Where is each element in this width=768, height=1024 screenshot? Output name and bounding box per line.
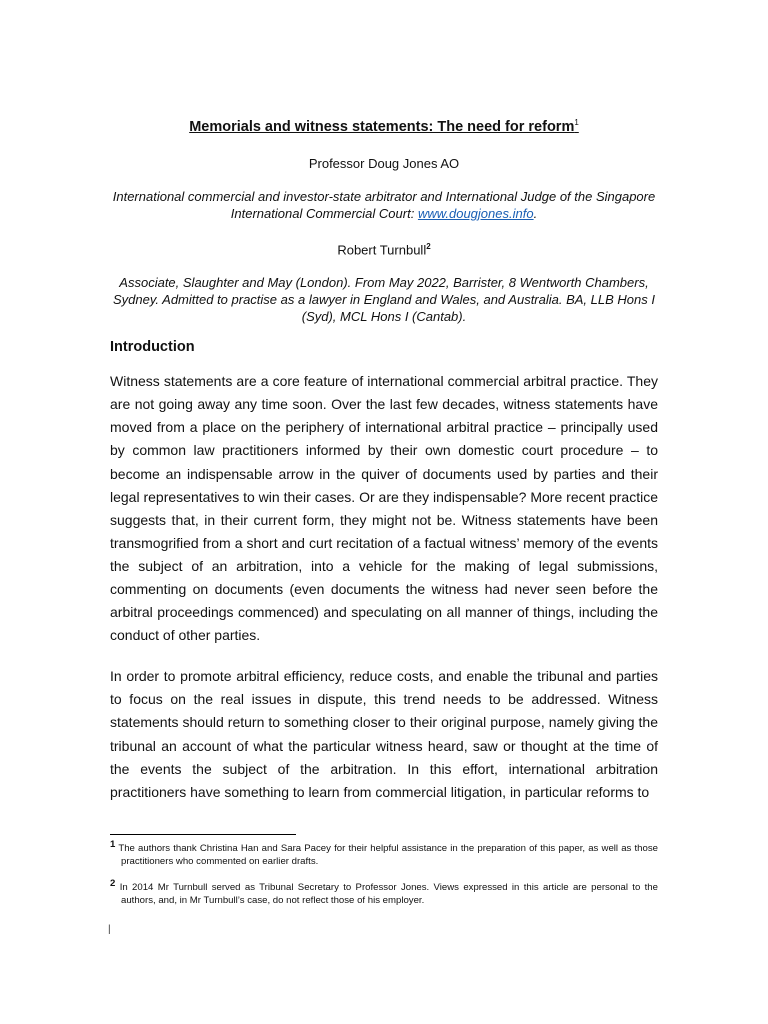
affiliation-1 [110,188,658,222]
affiliation-1-text: International commercial and investor-state arbitrator and International Judge of the Singapore International Commercial Court: [112,188,656,221]
document-body [110,118,658,804]
footnote-divider [110,834,296,835]
website-link[interactable]: www.dougjones.info [417,205,534,221]
footnote-2 [110,877,658,908]
author-1: Professor Doug Jones AO [308,155,460,171]
paragraph-2: In order to promote arbitral efficiency, reduce costs, and enable the tribunal and parties to focus on the real issues in dispute, this trend needs to be addressed. Witness statements should return to something closer to their original purpose, namely giving the tribunal an account of what the particular witness heard, saw or thought at the time of the events the subject of the arbitration. In this effort, international arbitration practitioners have something to learn from commercial litigation, in particular reforms to [110,668,658,800]
footnotes [110,838,658,920]
affiliation-2: Associate, Slaughter and May (London). From May 2022, Barrister, 8 Wentworth Chambers, Sydney. Admitted to practise as a lawyer in England and Wales, and Australia. BA, LLB Hons I (Syd), MCL Hons I (Cantab). [113,275,655,325]
author-2 [110,238,658,258]
footnote-2-text: In 2014 Mr Turnbull served as Tribunal Secretary to Professor Jones. Views expressed in this article are personal to the authors, and, in Mr Turnbull’s case, do not reflect those of his employer. [119,881,658,907]
paper-title [110,118,658,135]
paragraph-1: Witness statements are a core feature of international commercial arbitral practice. They are not going away any time soon. Over the last few decades, witness statements have moved from a place on the periphery of international arbitral practice – principally used by common law practitioners informed by their own domestic court procedure – to become an indispensable arrow in the quiver of documents used by parties and their legal representatives to win their cases. Or are they indispensable? More recent practice suggests that, in their current form, they might not be. Witness statements have been transmogrified from a short and curt recitation of a factual witness’ memory of the events the subject of an arbitration, into a vehicle for the making of legal submissions, commenting on documents (even documents the witness had never seen before the arbitral proceedings commenced) and speculating on all manner of things, including the conduct of other parties. [110,373,658,644]
footnote-1-number: 1 [110,838,116,850]
affiliation-1-end: . [533,205,538,221]
title-footnote-ref[interactable]: 1 [574,118,579,127]
page-marker: | [108,924,111,935]
footnote-1-text: The authors thank Christina Han and Sara Pacey for their helpful assistance in the preparation of this paper, as well as those practitioners who commented on earlier drafts. [118,843,658,868]
author-2-footnote-ref[interactable]: 2 [426,241,431,251]
section-heading: Introduction [110,339,195,356]
footnote-2-number: 2 [110,877,116,889]
footnote-1 [110,838,658,869]
author-2-name: Robert Turnbull [337,242,427,258]
title-text: Memorials and witness statements: The need for reform [189,118,575,135]
